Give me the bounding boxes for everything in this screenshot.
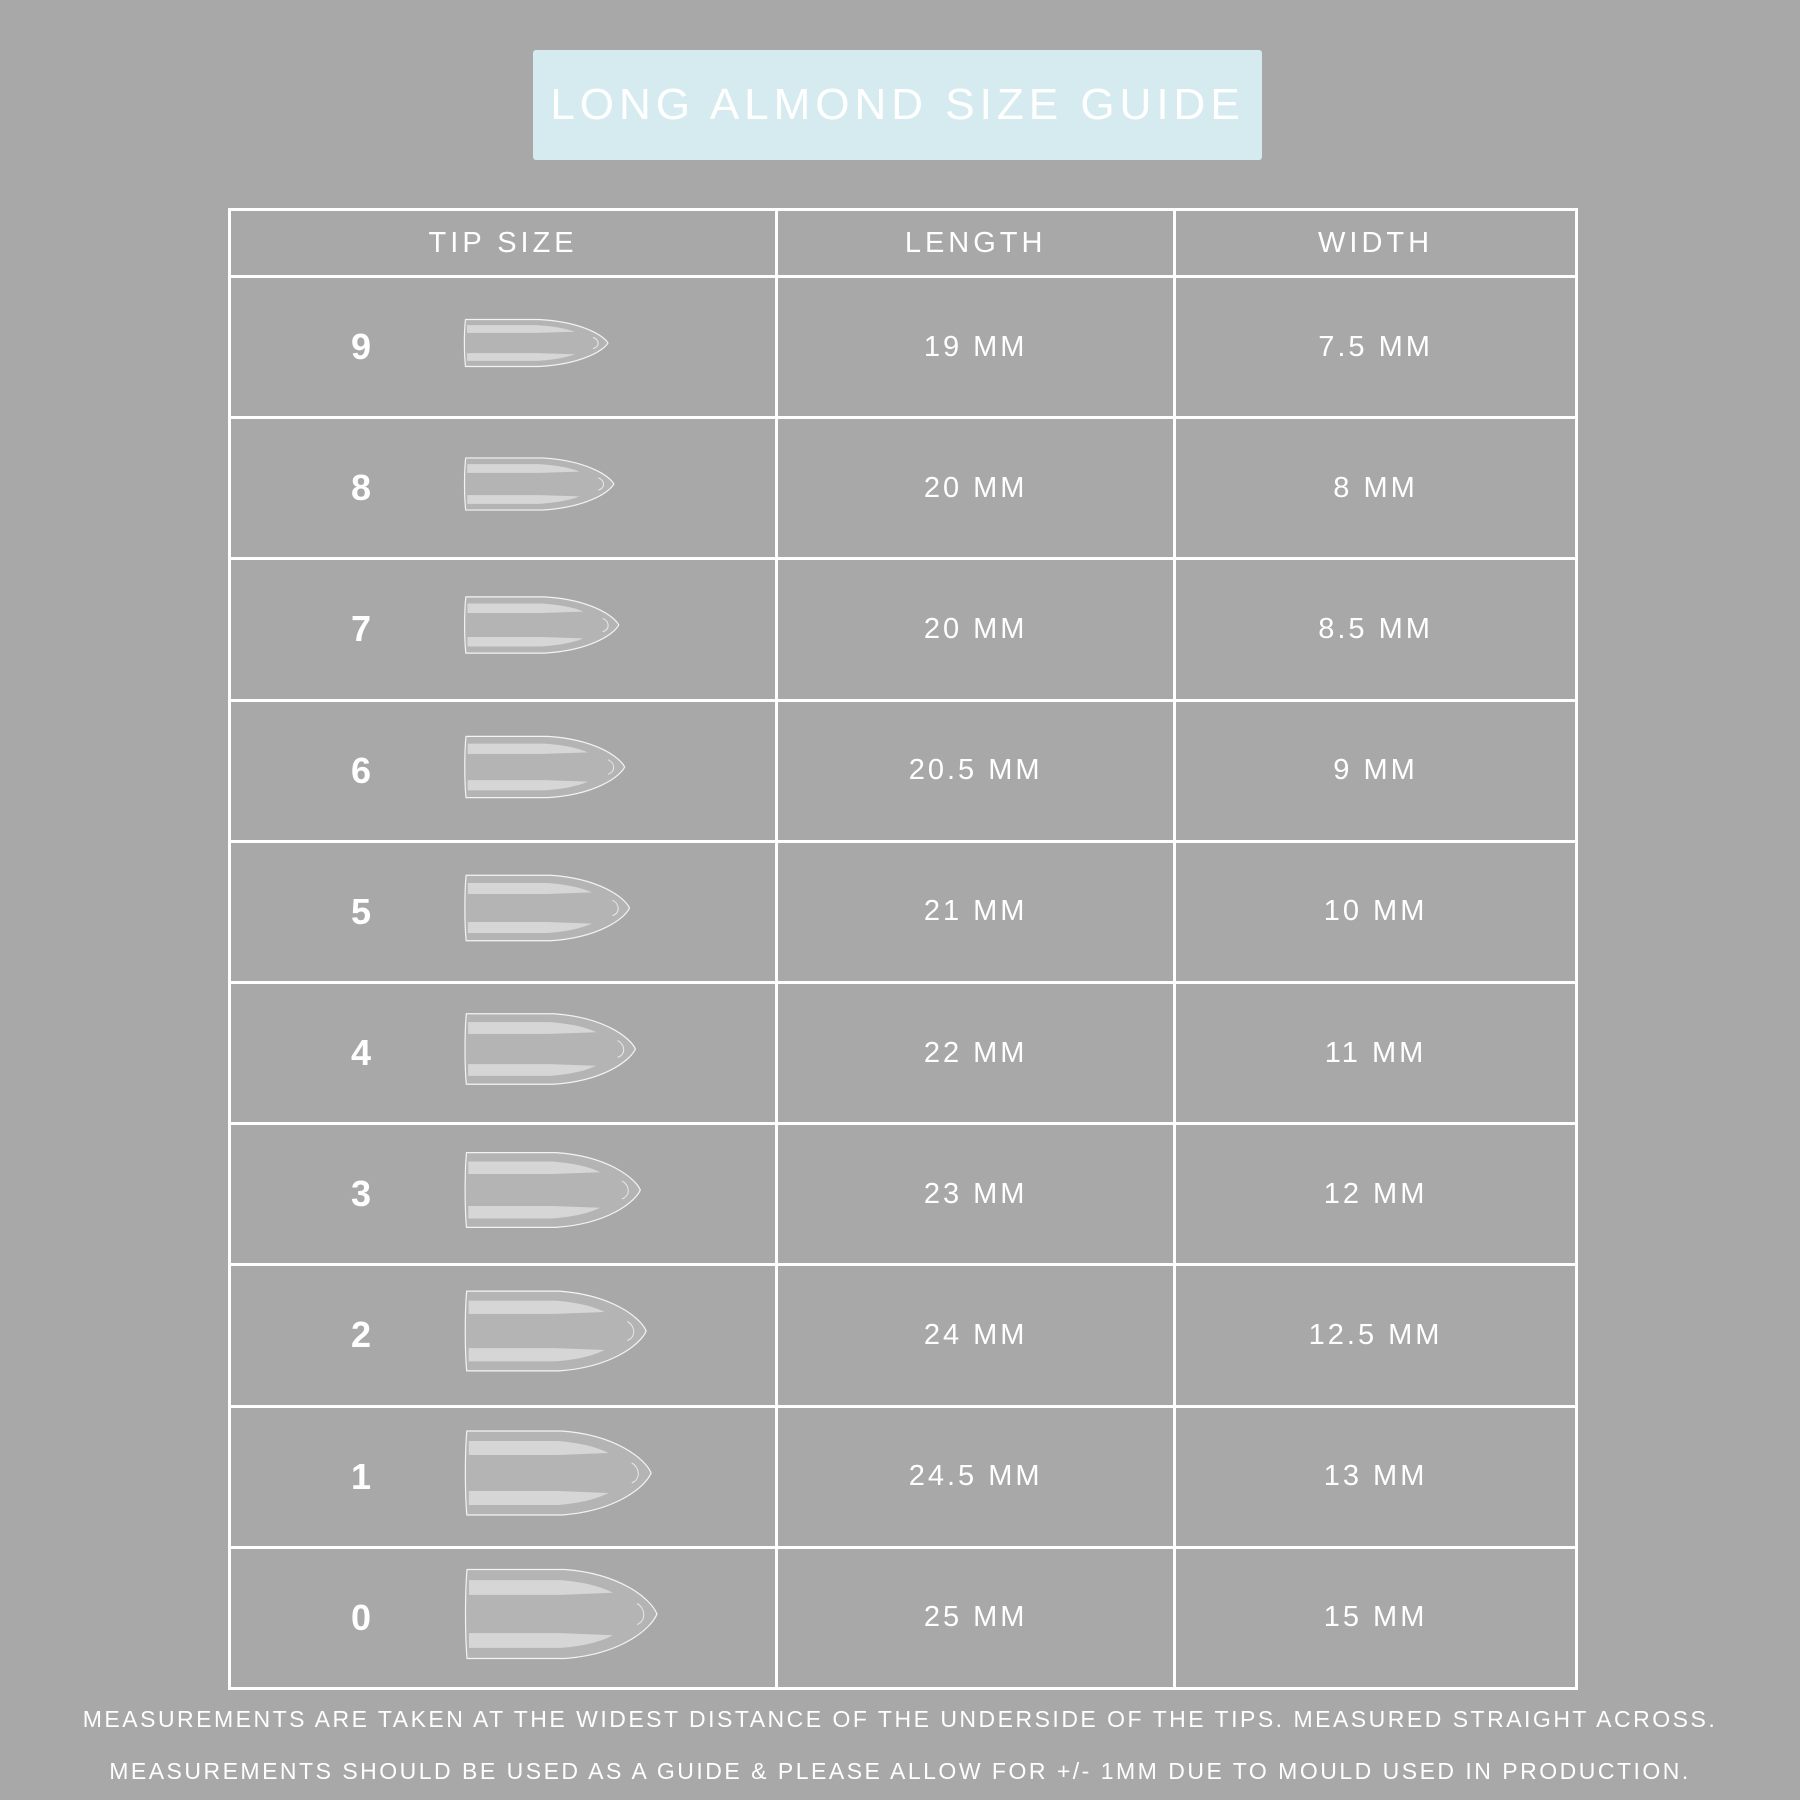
header-length: LENGTH [777,210,1175,277]
table-row [230,1265,1577,1406]
tip-size-cell [230,277,777,418]
tip-size-number: 8 [350,467,372,509]
length-cell: 24 MM [777,1265,1175,1406]
width-cell: 12 MM [1175,1124,1577,1265]
tip-size-number: 7 [350,608,372,650]
tip-size-number: 9 [350,326,372,368]
nail-tip-image [461,730,628,811]
width-cell: 7.5 MM [1175,277,1577,418]
length-cell: 19 MM [777,277,1175,418]
nail-tip-image [461,1146,644,1243]
page-title: LONG ALMOND SIZE GUIDE [550,80,1245,129]
header-width: WIDTH [1175,210,1577,277]
width-cell: 9 MM [1175,700,1577,841]
table-header-row [230,210,1577,277]
tip-size-number: 0 [350,1596,372,1638]
tip-size-cell [230,700,777,841]
tip-size-cell [230,559,777,700]
tolerance-note: MEASUREMENTS SHOULD BE USED AS A GUIDE & PLEASE ALLOW FOR +/- 1MM DUE TO MOULD USED IN PRODUCTION. [109,1758,1691,1784]
nail-tip-shape [461,730,628,803]
length-cell: 22 MM [777,982,1175,1123]
tip-size-number: 3 [350,1173,372,1215]
nail-tip-shape [461,1423,655,1523]
length-cell: 25 MM [777,1547,1175,1688]
width-cell: 12.5 MM [1175,1265,1577,1406]
nail-tip-image [461,453,617,523]
nail-tip-image [461,1423,655,1531]
length-cell: 20 MM [777,418,1175,559]
nail-tip-shape [461,1284,650,1379]
nail-tip-shape [461,1007,639,1091]
nail-tip-shape [461,315,611,371]
tip-size-number: 6 [350,749,372,791]
length-cell: 20.5 MM [777,700,1175,841]
tip-size-cell [230,982,777,1123]
width-cell: 15 MM [1175,1547,1577,1688]
table-body [230,277,1577,1689]
table-row [230,277,1577,418]
table-row [230,700,1577,841]
nail-tip-image [461,592,622,667]
header-tip-size: TIP SIZE [230,210,777,277]
table-row [230,841,1577,982]
tip-size-cell [230,1265,777,1406]
table-row [230,1406,1577,1547]
table-row [230,1124,1577,1265]
tip-size-cell [230,1406,777,1547]
nail-tip-shape [461,453,617,515]
tip-size-number: 5 [350,890,372,932]
nail-tip-image [461,1561,661,1675]
nail-tip-image [461,869,633,955]
length-cell: 23 MM [777,1124,1175,1265]
width-cell: 13 MM [1175,1406,1577,1547]
nail-tip-shape [461,869,633,947]
nail-tip-image [461,1284,650,1387]
nail-tip-shape [461,1561,661,1667]
table-row [230,418,1577,559]
tip-size-cell [230,841,777,982]
nail-tip-shape [461,1146,644,1235]
size-guide-table [228,208,1578,1690]
tip-size-cell [230,1124,777,1265]
width-cell: 10 MM [1175,841,1577,982]
tip-size-number: 1 [350,1455,372,1497]
nail-tip-shape [461,592,622,659]
length-cell: 21 MM [777,841,1175,982]
table-row [230,982,1577,1123]
tip-size-number: 4 [350,1032,372,1074]
table-row [230,559,1577,700]
nail-tip-image [461,1007,639,1099]
tip-size-number: 2 [350,1314,372,1356]
width-cell: 11 MM [1175,982,1577,1123]
title-banner [533,50,1262,160]
width-cell: 8 MM [1175,418,1577,559]
measurement-note: MEASUREMENTS ARE TAKEN AT THE WIDEST DISTANCE OF THE UNDERSIDE OF THE TIPS. MEASURED STRAIGHT ACROSS. [82,1706,1718,1732]
tip-size-cell [230,1547,777,1688]
length-cell: 24.5 MM [777,1406,1175,1547]
nail-tip-image [461,315,611,379]
length-cell: 20 MM [777,559,1175,700]
width-cell: 8.5 MM [1175,559,1577,700]
table-row [230,1547,1577,1688]
tip-size-cell [230,418,777,559]
